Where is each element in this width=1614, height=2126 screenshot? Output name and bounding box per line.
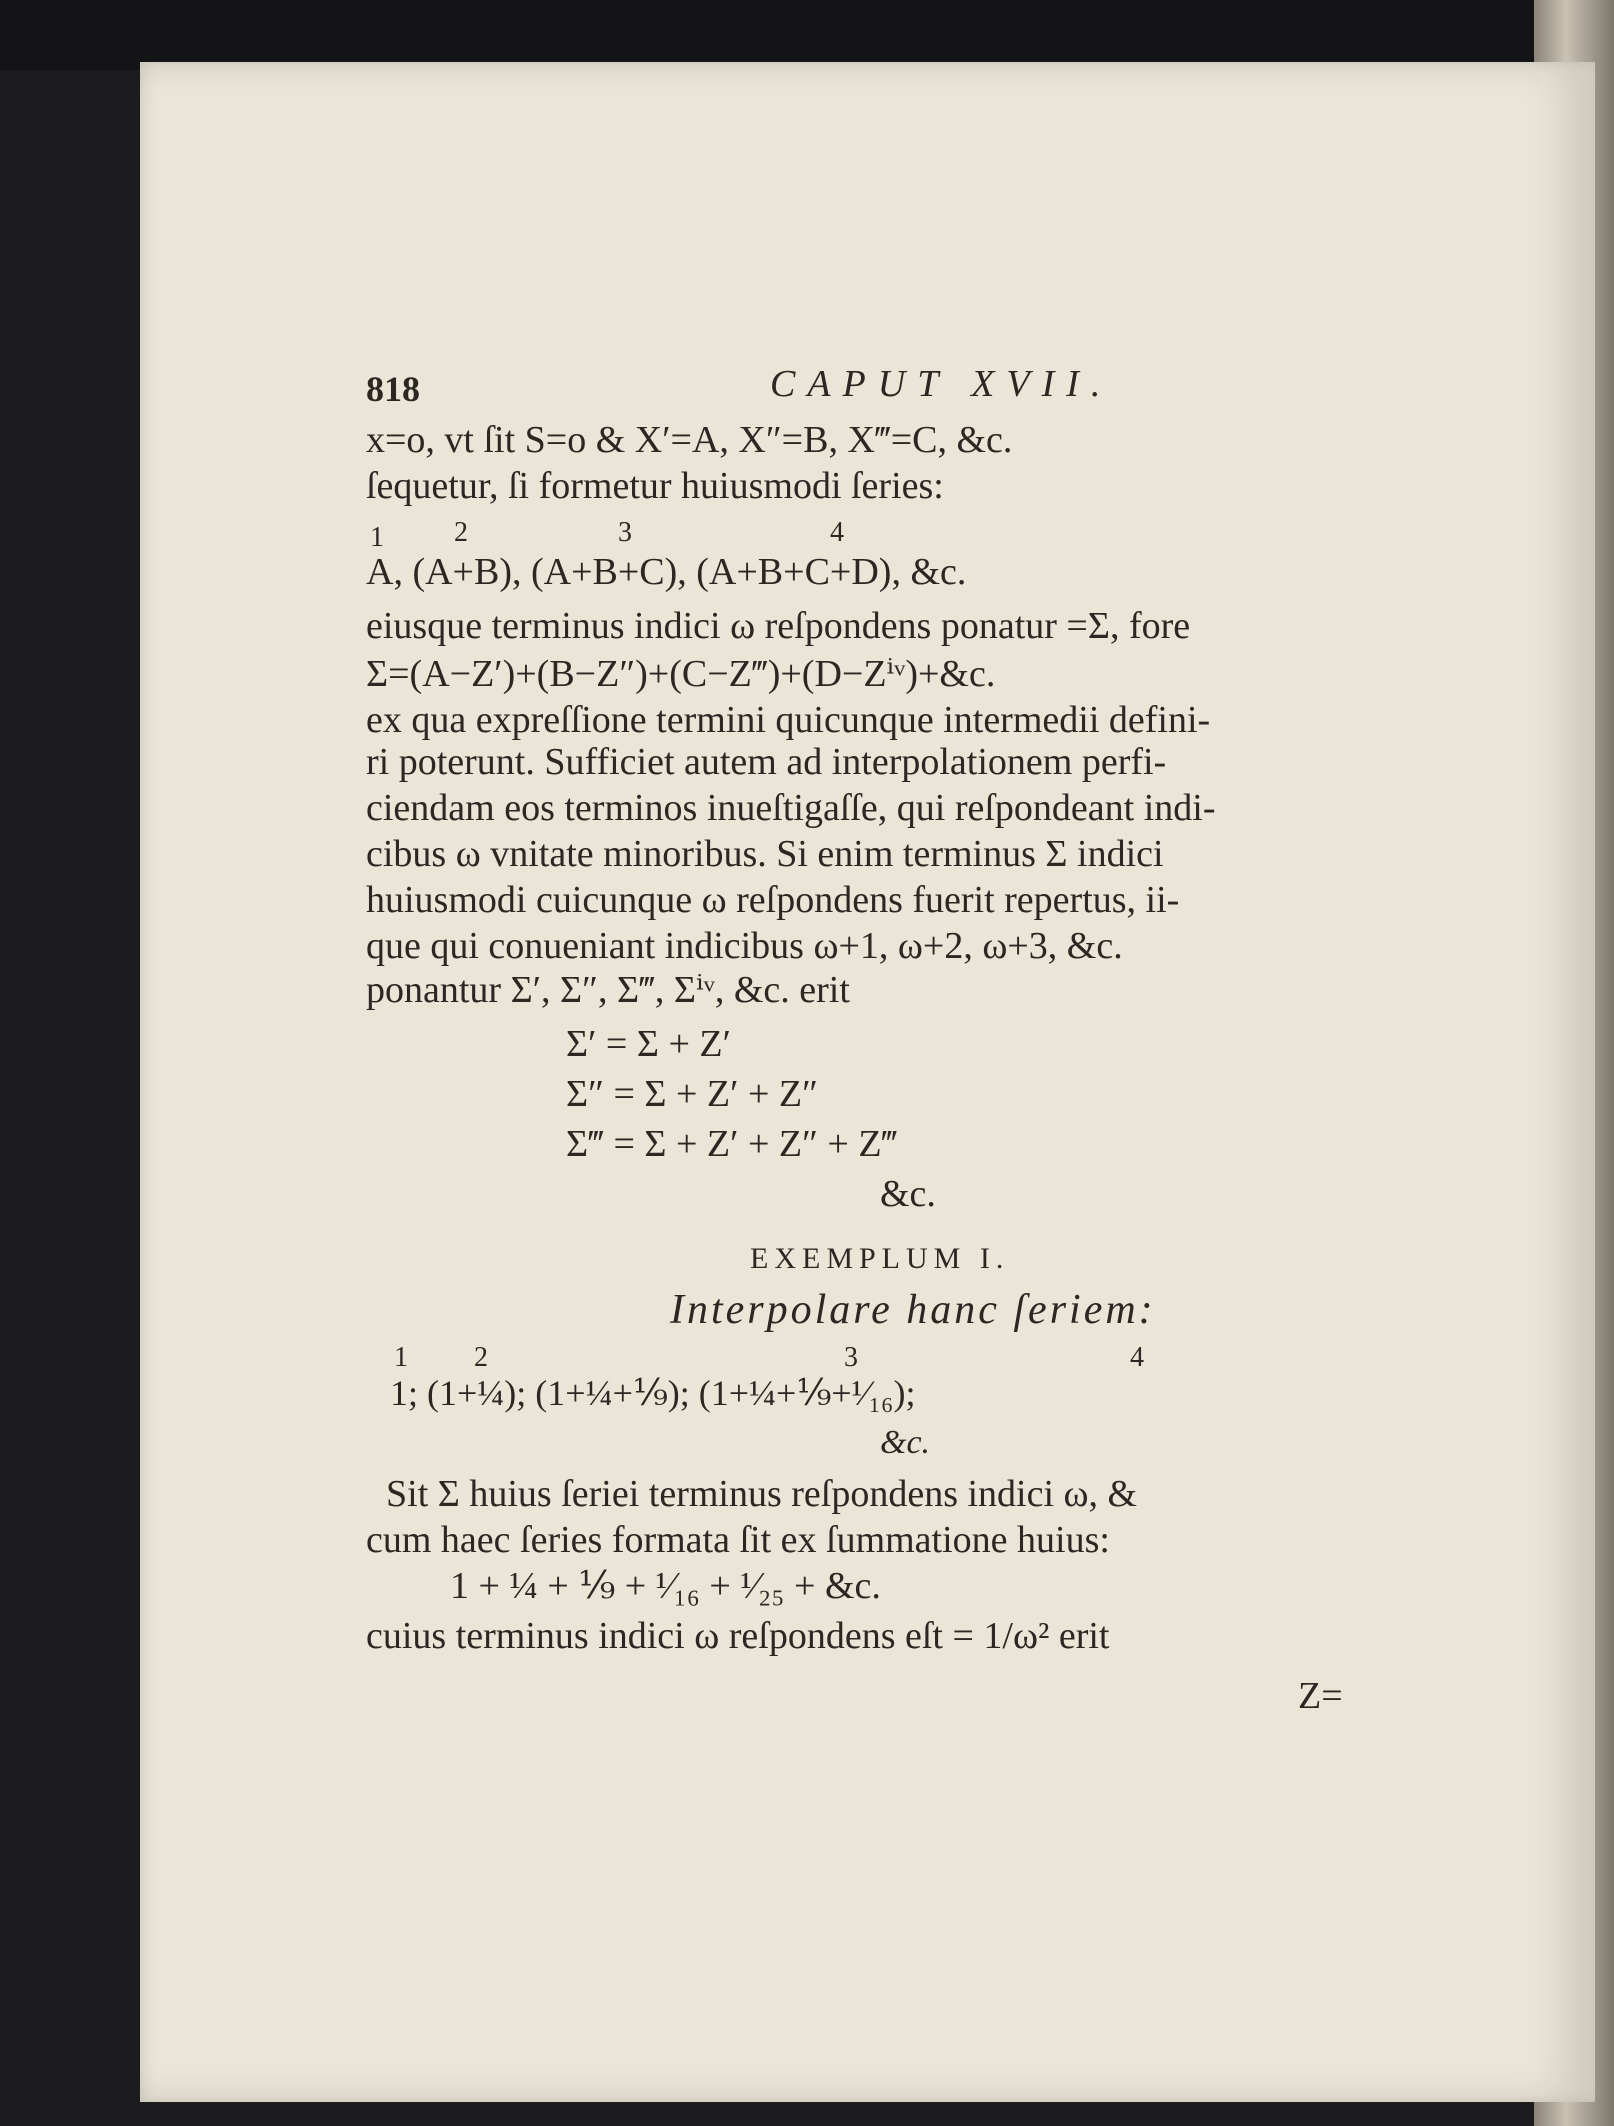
example-etc: &c. xyxy=(880,1424,931,1461)
text-line-11: que qui conueniant indicibus ω+1, ω+2, ω+3, &c. xyxy=(366,925,1123,967)
equation-3: Σ‴ = Σ + Z′ + Z″ + Z‴ xyxy=(566,1123,898,1165)
series-index-4: 4 xyxy=(830,517,844,548)
catchword: Z= xyxy=(1298,1675,1343,1717)
example-index-1: 1 xyxy=(394,1342,408,1373)
book-page xyxy=(140,62,1595,2102)
text-line-12: ponantur Σ′, Σ″, Σ‴, Σⁱᵛ, &c. erit xyxy=(366,969,850,1011)
text-line-2: ſequetur, ſi formetur huiusmodi ſeries: xyxy=(366,465,944,507)
text-line-1: x=o, vt ſit S=o & X′=A, X″=B, X‴=C, &c. xyxy=(366,419,1013,461)
series-index-1: 1 xyxy=(370,522,384,553)
scanner-background-top xyxy=(0,0,1614,70)
example-series: 1; (1+¼); (1+¼+⅑); (1+¼+⅑+¹⁄₁₆); xyxy=(390,1373,916,1413)
series-index-3: 3 xyxy=(618,517,632,548)
example-text-2: cum haec ſeries formata ſit ex ſummatione huius: xyxy=(366,1519,1110,1561)
example-index-3: 3 xyxy=(844,1342,858,1373)
equation-etc: &c. xyxy=(880,1173,936,1215)
example-subheading: Interpolare hanc ſeriem: xyxy=(670,1287,1156,1333)
example-index-2: 2 xyxy=(474,1342,488,1373)
example-text-3: 1 + ¼ + ⅑ + ¹⁄₁₆ + ¹⁄₂₅ + &c. xyxy=(450,1565,881,1607)
equation-2: Σ″ = Σ + Z′ + Z″ xyxy=(566,1073,818,1115)
text-line-7: ri poterunt. Sufficiet autem ad interpolationem perfi- xyxy=(366,741,1167,783)
example-text-4: cuius terminus indici ω reſpondens eſt = 1/ω² erit xyxy=(366,1615,1110,1657)
text-line-8: ciendam eos terminos inueſtigaſſe, qui reſpondeant indi- xyxy=(366,787,1216,829)
series-index-2: 2 xyxy=(454,517,468,548)
text-line-3: A, (A+B), (A+B+C), (A+B+C+D), &c. xyxy=(366,551,967,593)
example-heading: EXEMPLUM I. xyxy=(750,1242,1010,1275)
equation-1: Σ′ = Σ + Z′ xyxy=(566,1023,731,1065)
example-text-1: Sit Σ huius ſeriei terminus reſpondens indici ω, & xyxy=(386,1473,1138,1515)
page-number: 818 xyxy=(366,369,420,409)
example-index-4: 4 xyxy=(1130,1342,1144,1373)
text-line-5: Σ=(A−Z′)+(B−Z″)+(C−Z‴)+(D−Zⁱᵛ)+&c. xyxy=(366,653,996,695)
running-head: CAPUT XVII. xyxy=(770,363,1113,405)
text-line-6: ex qua expreſſione termini quicunque intermedii defini- xyxy=(366,699,1211,741)
text-line-4: eiusque terminus indici ω reſpondens ponatur =Σ, fore xyxy=(366,605,1191,647)
text-line-9: cibus ω vnitate minoribus. Si enim terminus Σ indici xyxy=(366,833,1164,875)
text-line-10: huiusmodi cuicunque ω reſpondens fuerit repertus, ii- xyxy=(366,879,1180,921)
